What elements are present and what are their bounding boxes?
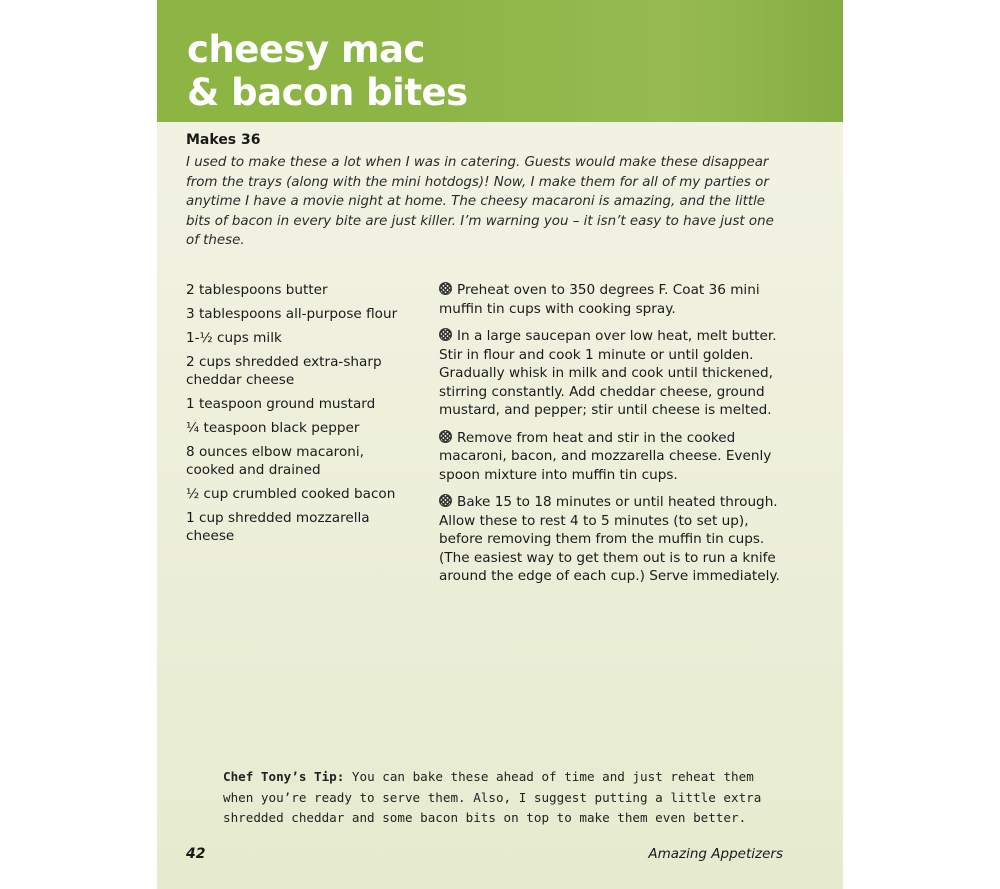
instruction-step	[439, 281, 791, 318]
title-line-1: cheesy mac	[187, 28, 425, 71]
instruction-step	[439, 327, 791, 420]
section-name: Amazing Appetizers	[648, 846, 783, 862]
yield-label: Makes 36	[186, 132, 261, 148]
chef-tip	[223, 767, 783, 829]
instruction-step	[439, 493, 791, 586]
waffle-circle-icon	[439, 494, 452, 507]
title-banner	[157, 0, 843, 122]
ingredient-item: 8 ounces elbow macaroni, cooked and drained	[186, 444, 364, 478]
chef-tip-text: You can bake these ahead of time and just reheat them when you’re ready to serve them. Also, I suggest putting a little extra shredded cheddar and some bacon bits on top to make them even better.	[223, 769, 762, 825]
ingredient-item: 2 cups shredded extra-sharp cheddar cheese	[186, 354, 382, 388]
ingredient-item: 1 cup shredded mozzarella cheese	[186, 510, 370, 544]
recipe-page	[157, 0, 843, 889]
ingredient-item: 2 tablespoons butter	[186, 282, 328, 298]
recipe-title	[187, 28, 468, 114]
instruction-step	[439, 429, 791, 485]
ingredient-item: 3 tablespoons all-purpose flour	[186, 306, 398, 322]
instruction-list	[439, 281, 791, 595]
ingredient-item: ½ cup crumbled cooked bacon	[186, 486, 396, 502]
ingredient-item: ¼ teaspoon black pepper	[186, 420, 360, 436]
title-line-2: & bacon bites	[187, 71, 468, 114]
waffle-circle-icon	[439, 282, 452, 295]
ingredient-list	[186, 281, 416, 551]
instruction-text: Preheat oven to 350 degrees F. Coat 36 mini muffin tin cups with cooking spray.	[439, 282, 760, 317]
ingredient-item: 1-½ cups milk	[186, 330, 282, 346]
instruction-text: Bake 15 to 18 minutes or until heated through. Allow these to rest 4 to 5 minutes (to set up), before removing them from the muffin tin cups. (The easiest way to get them out is to run a knife around the edge of each cup.) Serve immediately.	[439, 494, 780, 584]
instruction-text: In a large saucepan over low heat, melt butter. Stir in flour and cook 1 minute or until golden. Gradually whisk in milk and cook until thickened, stirring constantly. Add cheddar cheese, ground mustard, and pepper; stir until cheese is melted.	[439, 328, 777, 418]
waffle-circle-icon	[439, 430, 452, 443]
page-number: 42	[186, 846, 206, 862]
recipe-intro: I used to make these a lot when I was in catering. Guests would make these disappear from the trays (along with the mini hotdogs)! Now, I make them for all of my parties or anytime I have a movie night at home. The cheesy macaroni is amazing, and the little bits of bacon in every bite are just killer. I’m warning you – it isn’t easy to have just one of these.	[186, 155, 774, 248]
ingredient-item: 1 teaspoon ground mustard	[186, 396, 376, 412]
waffle-circle-icon	[439, 328, 452, 341]
chef-tip-label: Chef Tony’s Tip:	[223, 769, 345, 784]
instruction-text: Remove from heat and stir in the cooked macaroni, bacon, and mozzarella cheese. Evenly spoon mixture into muffin tin cups.	[439, 429, 772, 483]
